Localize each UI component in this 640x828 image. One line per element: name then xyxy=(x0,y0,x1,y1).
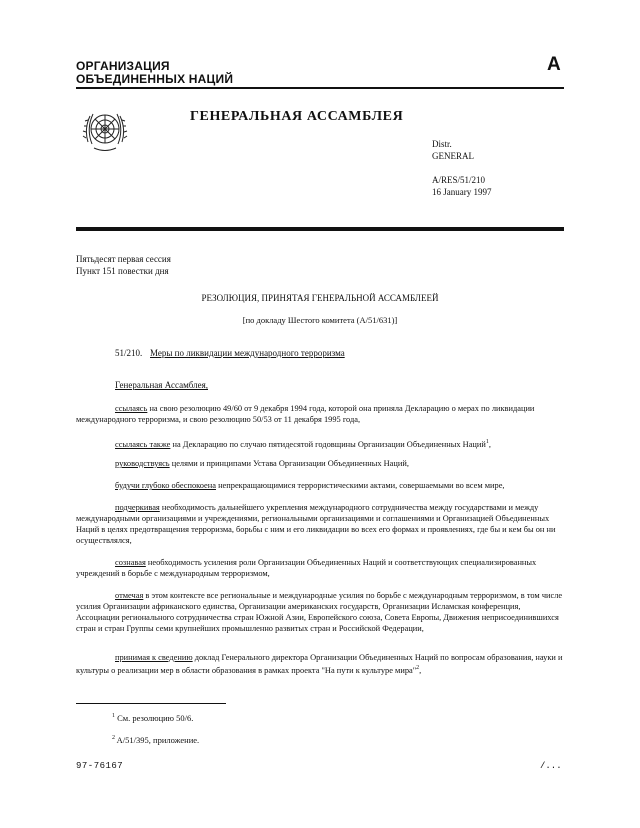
paragraph-lead: отмечая xyxy=(115,591,144,600)
organization-name xyxy=(76,60,233,86)
preamble-paragraph xyxy=(76,590,564,634)
paragraph-lead: ссылаясь также xyxy=(115,439,171,449)
resolution-subtitle: [по докладу Шестого комитета (A/51/631)] xyxy=(242,315,398,325)
resolution-number: 51/210. xyxy=(115,348,143,358)
footnote xyxy=(112,735,199,745)
header-rule xyxy=(76,87,564,89)
distr-label: Distr. xyxy=(432,139,452,149)
footnote-text: A/51/395, приложение. xyxy=(115,735,200,745)
general-assembly-label: Генеральная Ассамблея, xyxy=(115,380,208,390)
org-line-2: ОБЪЕДИНЕННЫХ НАЦИЙ xyxy=(76,72,234,86)
paragraph-lead: принимая к сведению xyxy=(115,653,193,662)
footnote-ref: 2 xyxy=(416,665,420,671)
paragraph-lead: сознавая xyxy=(115,558,146,567)
paragraph-lead: руководствуясь xyxy=(115,459,170,468)
resolution-heading: Меры по ликвидации международного терроризма xyxy=(150,348,345,358)
footnote-number: 2 xyxy=(112,735,115,742)
paragraph-lead: будучи глубоко обеспокоена xyxy=(115,481,216,490)
paragraph-tail: , xyxy=(488,439,491,449)
session-info xyxy=(76,253,171,277)
paragraph-text: необходимость дальнейшего укрепления международного сотрудничества между государствами и между международными организациями и учреждениями, региональными организациями и соглашениями и Организацией Объединенных Наций в целях предотвращения терроризма, борьбы с ним и его ликвидации во всех его формах и проявлениях, где бы и кем бы он ни осуществлялся, xyxy=(76,503,556,545)
paragraph-text: доклад Генерального директора Организации Объединенных Наций по вопросам образования, науки и культуры о реализации мер в области образования в рамках проекта "На пути к культуре мира" xyxy=(76,653,563,675)
paragraph-text: необходимость усиления роли Организации Объединенных Наций и соответствующих специализированных учреждений в борьбе с международным терроризмом, xyxy=(76,558,537,578)
preamble-paragraph xyxy=(76,480,564,491)
footnote xyxy=(112,713,193,723)
footnote-number: 1 xyxy=(112,713,115,720)
paragraph-text: на Декларацию по случаю пятидесятой годовщины Организации Объединенных Наций xyxy=(170,439,486,449)
footnote-rule xyxy=(76,703,226,704)
preamble-paragraph xyxy=(76,403,564,425)
document-date: 16 January 1997 xyxy=(432,187,492,197)
paragraph-text: непрекращающимися террористическими актами, совершаемыми во всем мире, xyxy=(215,481,505,490)
preamble-paragraph xyxy=(76,437,564,450)
resolution-title: РЕЗОЛЮЦИЯ, ПРИНЯТАЯ ГЕНЕРАЛЬНОЙ АССАМБЛЕЕЙ xyxy=(201,293,439,303)
footnote-ref: 1 xyxy=(485,439,489,445)
distribution-block xyxy=(432,138,492,198)
preamble-paragraph xyxy=(76,502,564,546)
paragraph-lead: подчеркивая xyxy=(115,503,160,512)
paragraph-tail: , xyxy=(419,665,422,675)
agenda-item: Пункт 151 повестки дня xyxy=(76,266,169,276)
paragraph-lead: ссылаясь xyxy=(115,404,148,413)
document-letter: A xyxy=(547,54,561,75)
paragraph-text: на свою резолюцию 49/60 от 9 декабря 1994 года, которой она приняла Декларацию о мерах по ликвидации международного терроризма, и свою резолюцию 50/53 от 11 декабря 1995 года, xyxy=(76,404,535,424)
document-symbol: A/RES/51/210 xyxy=(432,175,486,185)
job-number: 97-76167 xyxy=(76,761,124,771)
footnote-text: См. резолюцию 50/6. xyxy=(115,713,194,723)
thick-rule xyxy=(76,227,564,231)
org-line-1: ОРГАНИЗАЦИЯ xyxy=(76,59,170,73)
un-emblem-icon xyxy=(80,104,130,154)
distr-value: GENERAL xyxy=(432,151,474,161)
preamble-paragraph xyxy=(76,557,564,579)
continuation-mark: /... xyxy=(540,761,562,771)
session-name: Пятьдесят первая сессия xyxy=(76,254,171,264)
preamble-paragraph xyxy=(76,652,564,676)
body-name: ГЕНЕРАЛЬНАЯ АССАМБЛЕЯ xyxy=(190,109,404,124)
paragraph-text: целями и принципами Устава Организации Объединенных Наций, xyxy=(169,459,409,468)
preamble-paragraph xyxy=(76,458,564,469)
paragraph-text: в этом контексте все региональные и международные усилия по борьбе с международным терроризмом, в том числе усилия Организации африканского единства, Организации американских государств, Организации Исламская конференция, Ассоциации регионального сотрудничества стран Южной Азии, Европейского союза, Совета Европы, Движения неприсоединившихся стран и стран Группы семи крупнейших промышленно развитых стран и Российской Федерации, xyxy=(76,591,563,633)
